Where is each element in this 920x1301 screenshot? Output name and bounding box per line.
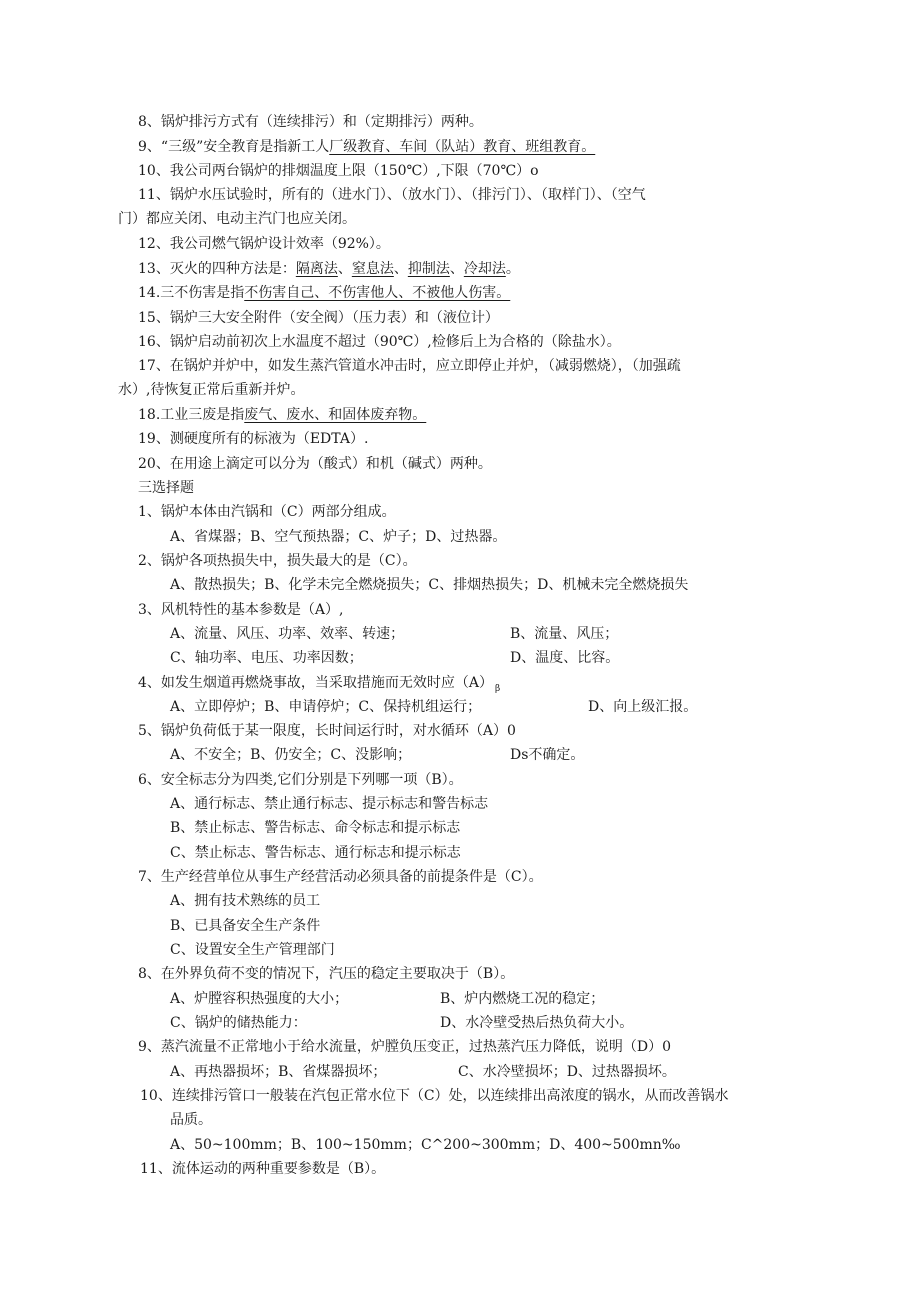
fill-q13-ans4: 冷却法 [463, 261, 506, 277]
choice-q2-options-text: A、散热损失；B、化学未完全燃烧损失；C、排烟热损失；D、机械未完全燃烧损失 [170, 577, 689, 593]
choice-q7-option-c-text: C、设置安全生产管理部门 [170, 942, 335, 958]
fill-q13-text: 13、灭火的四种方法是： [138, 261, 296, 277]
choice-q4 [138, 673, 500, 699]
fill-q19 [138, 429, 368, 449]
choice-q5-options-text: A、不安全；B、仍安全；C、没影响； [170, 747, 412, 763]
choice-q3-option-a-text: A、流量、风压、功率、效率、转速； [170, 626, 405, 642]
fill-q11-line2 [118, 209, 356, 229]
choice-q5 [138, 721, 516, 741]
choice-q4-text: 4、如发生烟道再燃烧事故，当采取措施而无效时应（A） [138, 675, 494, 691]
choice-q9-text: 9、蒸汽流量不正常地小于给水流量，炉膛负压变正，过热蒸汽压力降低，说明（D）0 [138, 1039, 672, 1055]
choice-q8-option-c-text: C、锅炉的储热能力： [170, 1015, 307, 1031]
choice-q8-option-d [440, 1013, 633, 1033]
choice-q10-text-cont: 品质。 [170, 1112, 212, 1128]
choice-q1-text: 1、锅炉本体由汽锅和（C）两部分组成。 [138, 504, 396, 520]
fill-q9-text: 9、“三级”安全教育是指新工人 [138, 139, 330, 155]
choice-q1 [138, 502, 396, 522]
choice-q8-option-c [170, 1013, 307, 1033]
choice-q6-option-a-text: A、通行标志、禁止通行标志、提示标志和警告标志 [170, 796, 489, 812]
choice-q6-option-b [170, 818, 460, 838]
choice-q8-option-a [170, 989, 348, 1009]
choice-q1-options-text: A、省煤器；B、空气预热器；C、炉子；D、过热器。 [170, 529, 507, 545]
fill-q13-end: 。 [505, 261, 520, 277]
choice-q5-option-d [510, 745, 584, 765]
choice-q8 [138, 964, 514, 984]
choice-q5-text: 5、锅炉负荷低于某一限度，长时间运行时，对水循环（A）0 [138, 723, 516, 739]
choice-q10-cont [170, 1110, 212, 1130]
fill-q18 [138, 405, 426, 425]
fill-q8 [138, 112, 483, 132]
fill-q19-text: 19、测硬度所有的标液为（EDTA）. [138, 431, 369, 447]
fill-q14-text: 14.三不伤害是指 [138, 285, 245, 301]
choice-q4-option-d-text: D、向上级汇报。 [588, 699, 698, 715]
choice-q10-text: 10、连续排污管口一般装在汽包正常水位下（C）处，以连续排出高浓度的锅水，从而改善锅水 [140, 1088, 729, 1104]
choice-q3-text: 3、风机特性的基本参数是（A）, [138, 602, 344, 618]
choice-q4-mark: β [495, 684, 501, 694]
choice-q6 [138, 770, 463, 790]
choice-q7-option-a-text: A、拥有技术熟练的员工 [170, 893, 321, 909]
fill-q10-text: 10、我公司两台锅炉的排烟温度上限（150℃）,下限（70℃）o [138, 163, 539, 179]
choice-q3-option-d [510, 648, 619, 668]
choice-q1-options [170, 527, 506, 547]
choice-q8-text: 8、在外界负荷不变的情况下，汽压的稳定主要取决于（B）。 [138, 966, 515, 982]
choice-q6-option-b-text: B、禁止标志、警告标志、命令标志和提示标志 [170, 820, 461, 836]
choice-q8-option-d-text: D、水冷壁受热后热负荷大小。 [440, 1015, 634, 1031]
fill-q16 [138, 332, 621, 352]
fill-q15 [138, 308, 499, 328]
fill-q15-text: 15、锅炉三大安全附件（安全阀）（压力表）和（液位计） [138, 310, 499, 326]
choice-q6-option-c-text: C、禁止标志、警告标志、通行标志和提示标志 [170, 845, 461, 861]
choice-q7-option-c [170, 940, 335, 960]
fill-q13-ans2: 窒息法 [351, 261, 394, 277]
fill-q20 [138, 454, 492, 474]
fill-q13-sep1: 、 [337, 261, 352, 277]
choice-q6-option-c [170, 843, 461, 863]
fill-q14 [138, 283, 510, 303]
fill-q13-ans3: 抑制法 [407, 261, 450, 277]
choice-q9 [138, 1037, 671, 1057]
section-title-text: 三选择题 [138, 480, 194, 496]
choice-q3-option-d-text: D、温度、比容。 [510, 650, 620, 666]
choice-q10 [140, 1086, 729, 1106]
choice-q7-text: 7、生产经营单位从事生产经营活动必须具备的前提条件是（C）。 [138, 869, 543, 885]
choice-q8-option-b-text: B、炉内燃烧工况的稳定； [440, 991, 605, 1007]
choice-q3 [138, 600, 343, 620]
fill-q20-text: 20、在用途上滴定可以分为（酸式）和机（碱式）两种。 [138, 456, 492, 472]
choice-q6-option-a [170, 794, 488, 814]
choice-q9-options-text: A、再热器损坏；B、省煤器损坏； [170, 1064, 387, 1080]
choice-q10-options [170, 1135, 681, 1155]
fill-q8-text: 8、锅炉排污方式有（连续排污）和（定期排污）两种。 [138, 114, 483, 130]
fill-q12-text: 12、我公司燃气锅炉设计效率（92%）。 [138, 236, 390, 252]
choice-q3-option-b-text: B、流量、风压； [510, 626, 619, 642]
fill-q12 [138, 234, 390, 254]
choice-q4-option-d [588, 697, 697, 717]
fill-q17-line1 [138, 356, 681, 376]
choice-q8-option-a-text: A、炉膛容积热强度的大小； [170, 991, 349, 1007]
fill-q17-text: 17、在锅炉并炉中，如发生蒸汽管道水冲击时，应立即停止并炉，（减弱燃烧），（加强疏 [138, 358, 681, 374]
choice-q3-option-c-text: C、轴功率、电压、功率因数； [170, 650, 363, 666]
choice-q7-option-a [170, 891, 320, 911]
choice-q5-option-d-text: Ds不确定。 [510, 747, 585, 763]
fill-q9 [138, 137, 595, 157]
choice-q3-option-a [170, 624, 404, 644]
choice-q7-option-b [170, 916, 320, 936]
choice-q2 [138, 551, 417, 571]
choice-q7-option-b-text: B、已具备安全生产条件 [170, 918, 321, 934]
choice-q3-option-b [510, 624, 618, 644]
choice-q8-option-b [440, 989, 604, 1009]
fill-q18-answer: 废气、废水、和固体废弃物。 [244, 407, 427, 423]
fill-q17-text-cont: 水）,待恢复正常后重新并炉。 [118, 382, 305, 398]
choice-q7 [138, 867, 543, 887]
fill-q11-text: 11、锅炉水压试验时，所有的（进水门）、（放水门）、（排污门）、（取样门）、（空气 [138, 187, 646, 203]
fill-q11-line1 [138, 185, 646, 205]
fill-q13-ans1: 隔离法 [295, 261, 338, 277]
choice-q6-text: 6、安全标志分为四类,它们分别是下列哪一项（B）。 [138, 772, 463, 788]
fill-q10 [138, 161, 539, 181]
fill-q13 [138, 259, 520, 279]
choice-q10-options-text: A、50~100mm；B、100~150mm；C^200~300mm；D、400~500mn‰ [170, 1137, 681, 1153]
choice-q9-options [170, 1062, 386, 1082]
fill-q9-answer: 厂级教育、车间（队站）教育、班组教育。 [329, 139, 596, 155]
fill-q16-text: 16、锅炉启动前初次上水温度不超过（90℃）,检修后上为合格的（除盐水）。 [138, 334, 621, 350]
choice-q3-option-c [170, 648, 363, 668]
fill-q14-answer: 不伤害自己、不伤害他人、不被他人伤害。 [244, 285, 511, 301]
fill-q13-sep3: 、 [449, 261, 464, 277]
choice-q9-options-cd [458, 1062, 676, 1082]
fill-q18-text: 18.工业三废是指 [138, 407, 245, 423]
choice-q11 [140, 1159, 385, 1179]
choice-q4-options-text: A、立即停炉；B、申请停炉；C、保持机组运行； [170, 699, 482, 715]
section-title [138, 478, 194, 498]
choice-q11-text: 11、流体运动的两种重要参数是（B）。 [140, 1161, 386, 1177]
fill-q17-line2 [118, 380, 304, 400]
fill-q11-text-cont: 门）都应关闭、电动主汽门也应关闭。 [118, 211, 356, 227]
choice-q2-text: 2、锅炉各项热损失中，损失最大的是（C）。 [138, 553, 417, 569]
choice-q9-options-cd-text: C、水冷壁损坏；D、过热器损坏。 [458, 1064, 676, 1080]
choice-q5-options [170, 745, 411, 765]
choice-q4-options [170, 697, 481, 717]
fill-q13-sep2: 、 [393, 261, 408, 277]
choice-q2-options [170, 575, 688, 595]
